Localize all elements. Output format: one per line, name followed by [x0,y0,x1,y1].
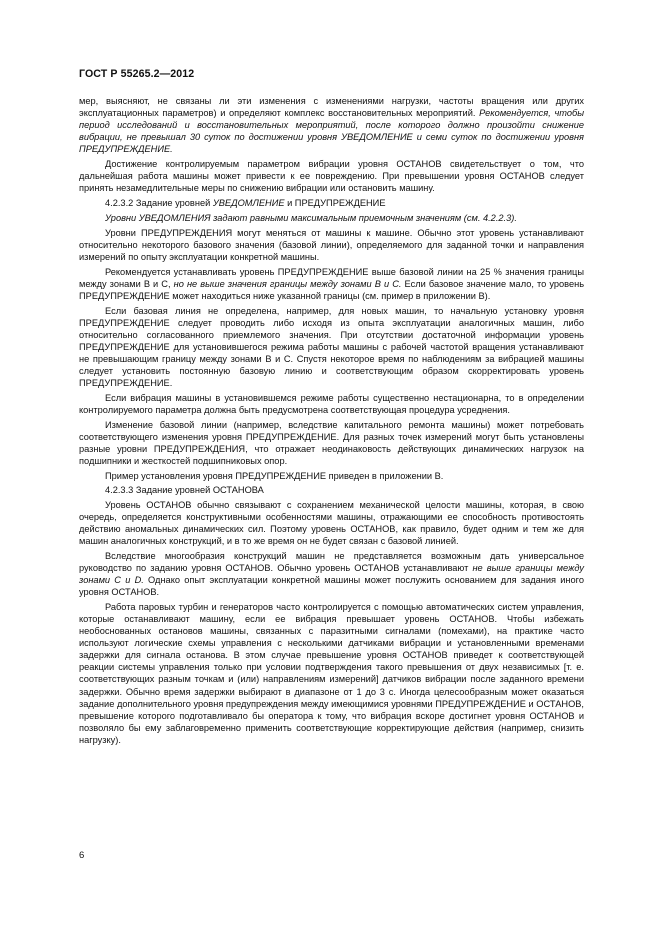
paragraph-3 [79,212,584,224]
paragraph-11: Уровень ОСТАНОВ обычно связывают с сохранением механической целости машины, которая, в свою очередь, определяется конструктивными особенностями машины, отражающими ее способность противостоять действию аномальных динамических сил. Поэтому уровень ОСТАНОВ, как правило, будет одним и тем же для машин аналогичных конструкций, и в то же время он не будет связан с базовой линией. [79,500,584,547]
paragraph-12 [79,550,584,598]
paragraph-5 [79,266,584,302]
section-heading-4-2-3-3: 4.2.3.3 Задание уровней ОСТАНОВА [105,485,264,496]
paragraph-12-a: Вследствие многообразия конструкций машин не представляется возможным дать универсальное руководство по заданию уровня ОСТАНОВ. Обычно уровень ОСТАНОВ устанавливают [79,551,584,574]
paragraph-5-italic: но не выше значения границы между зонами В и С. [173,278,402,289]
page-number: 6 [79,850,85,861]
paragraph-12-c: Однако опыт эксплуатации конкретной машины может послужить основанием для задания иного уровня ОСТАНОВ. [79,575,584,598]
paragraph-6: Если базовая линия не определена, например, для новых машин, то начальную установку уровня ПРЕДУПРЕЖДЕНИЕ следует проводить либо исходя из опыта эксплуатации аналогичных машин, либо относительно согласованного приемлемого значения. При отсутствии достаточной информации уровень ПРЕДУПРЕЖДЕНИЕ для установившегося режима работы машины с рабочей частотой вращения устанавливают не превышающим границу между зонами В и С. Спустя некоторое время по наблюдениям за вибрацией машины следует установить постоянную базовую линию и соответствующим образом скорректировать уровень ПРЕДУПРЕЖДЕНИЕ. [79,305,584,388]
paragraph-13: Работа паровых турбин и генераторов часто контролируется с помощью автоматических систем управления, которые останавливают машину, если ее вибрация превышает уровень ОСТАНОВ. Чтобы избежать необоснованных остановов машины, связанных с паразитными сигналами (помехами), на практике часто используют логические схемы управления с несколькими датчиками вибрации и установленными временами задержки для сигнала останова. В этом случае превышение уровня ОСТАНОВ приведет к соответствующей реакции системы управления только при условии подтверждения такого превышения от двух независимых [т. е. соответствующих разным точкам и (или) направлениям измерений] датчиков вибрации после заданного времени задержки. Обычно время задержки выбирают в диапазоне от 1 до 3 с. Иногда целесообразным может оказаться задание дополнительного уровня предупреждения между имеющимися уровнями ПРЕДУПРЕЖДЕНИЕ и ОСТАНОВ, превышение которого подготавливало бы оператора к тому, что вибрация вскоре достигнет уровня ОСТАНОВ и позволяло бы ему заблаговременно применить соответствующие корректирующие действия (например, снизить нагрузку). [79,602,584,745]
paragraph-9: Пример установления уровня ПРЕДУПРЕЖДЕНИЕ приведен в приложении В. [105,470,444,481]
paragraph-0-italic: Рекомендуется, чтобы период исследований и восстановительных мероприятий, после которого должно произойти снижение вибрации, не превышал 30 суток по достижении уровня УВЕДОМЛЕНИЕ и семи суток по достижении уровня ПРЕДУПРЕЖДЕНИЕ. [79,108,584,155]
paragraph-0 [79,95,584,155]
paragraph-5-c: Если базовое значение мало, то уровень ПРЕДУПРЕЖДЕНИЕ может находиться ниже указанной границы (см. пример в приложении В). [79,278,585,301]
heading-text-a: 4.2.3.2 Задание уровней [105,197,213,208]
paragraph-1: Достижение контролируемым параметром вибрации уровня ОСТАНОВ свидетельствует о том, что дальнейшая работа машины может привести к ее повреждению. При превышении уровня ОСТАНОВ следует принять незамедлительные меры по снижению вибрации или остановить машину. [79,159,584,194]
heading-text-italic: УВЕДОМЛЕНИЕ [212,197,285,208]
paragraph-5-a: Рекомендуется устанавливать уровень ПРЕДУПРЕЖДЕНИЕ выше базовой линии на 25 % значения границы между зонами В и С, [79,266,584,289]
paragraph-7: Если вибрация машины в установившемся режиме работы существенно нестационарна, то в определении контролируемого параметра должна быть предусмотрена соответствующая процедура усреднения. [79,392,584,415]
heading-text-c: и ПРЕДУПРЕЖДЕНИЕ [284,197,386,208]
paragraph-0-text: мер, выясняют, не связаны ли эти изменения с изменениями нагрузки, частоты вращения или других эксплуатационных параметров) и определяют комплекс восстановительных мероприятий. [79,96,584,119]
document-header: ГОСТ Р 55265.2—2012 [79,68,195,80]
section-heading-4-2-3-2 [79,197,584,209]
paragraph-8: Изменение базовой линии (например, вследствие капитального ремонта машины) может потребовать соответствующего изменения уровня ПРЕДУПРЕЖДЕНИЕ. Для разных точек измерений могут быть установлены разные уровни ПРЕДУПРЕЖДЕНИЯ, что отражает неодинаковость действующих динамических нагрузок на подшипники и жесткостей подшипниковых опор. [79,419,584,466]
paragraph-3-italic: Уровни УВЕДОМЛЕНИЯ задают равными максимальным приемочным значениям (см. 4.2.2.3). [105,212,517,223]
paragraph-4: Уровни ПРЕДУПРЕЖДЕНИЯ могут меняться от машины к машине. Обычно этот уровень устанавливают относительно некоторого базового значения (базовой линии), определяемого для заданной точки и направления измерений по опыту эксплуатации конкретной машины. [79,227,584,262]
paragraph-12-italic: не выше границы между зонами С и D. [79,563,584,586]
document-body [79,95,584,749]
